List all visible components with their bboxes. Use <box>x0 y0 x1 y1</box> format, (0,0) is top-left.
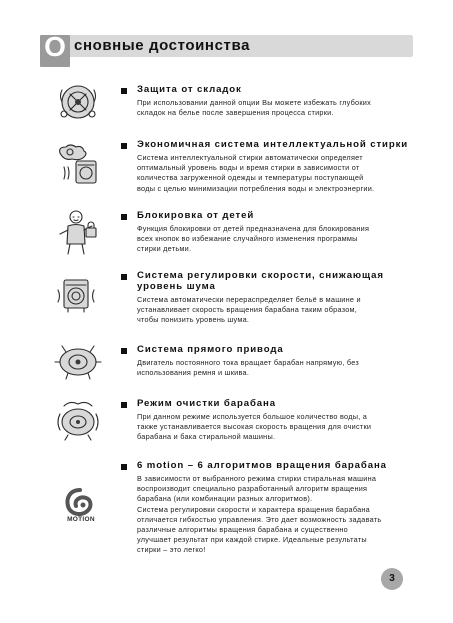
feature-crease-protection <box>52 86 422 126</box>
body-line: чтобы понизить уровень шума. <box>137 315 250 325</box>
body-line: Система интеллектуальной стирки автоматически определяет <box>137 153 363 162</box>
body-line: устанавливает скорость вращения барабана таким образом, <box>137 305 358 315</box>
feature-drum-clean <box>52 400 422 446</box>
body-line: улучшает результат при каждой стирке. Идеальные результаты <box>137 535 367 545</box>
section-title: Экономичная система интеллектуальной стирки <box>137 139 409 150</box>
body-line: также устанавливается высокая скорость вращения для очистки <box>137 422 372 432</box>
feature-child-lock <box>52 212 422 258</box>
body-line: всех кнопок во избежание случайного изменения программы <box>137 234 358 244</box>
drum-clean-icon <box>54 398 100 444</box>
bullet <box>121 402 127 408</box>
feature-6-motion <box>52 462 422 562</box>
motion-label: MOTION <box>67 516 95 523</box>
bullet <box>121 464 127 470</box>
body-line: отличается гибкостью управления. Это дает возможность задавать <box>137 514 382 524</box>
feature-noise-reduction <box>52 272 422 330</box>
section-title <box>137 270 422 292</box>
body-line: барабана (или комбинации разных алгоритмов). <box>137 494 313 504</box>
washer-lock-icon <box>56 80 102 126</box>
body-line: различные алгоритмы вращения барабана и существенно <box>137 525 348 535</box>
body-line: использования ремня и шкива. <box>137 368 250 378</box>
body-line: барабана и бака стиральной машины. <box>137 432 276 442</box>
section-title: Защита от складок <box>137 84 242 95</box>
bullet <box>121 214 127 220</box>
body-line: оптимальный уровень воды и время стирки в зависимости от <box>137 163 360 173</box>
title-line: Система регулировки скорости, снижающая <box>137 270 384 281</box>
child-lock-icon <box>56 208 102 254</box>
page-number: 3 <box>389 573 395 584</box>
body-line: Функция блокировки от детей предназначена для блокирования <box>137 224 370 233</box>
body-line: стирки детьми. <box>137 244 192 254</box>
section-title: Блокировка от детей <box>137 210 255 221</box>
feature-smart-wash <box>52 141 422 197</box>
header-initial-letter: О <box>44 31 66 62</box>
body-line: складок на белье после завершения процесса стирки. <box>137 108 334 118</box>
section-body <box>137 224 422 255</box>
section-body <box>137 358 422 378</box>
section-body <box>137 295 422 326</box>
page-title: сновные достоинства <box>74 37 251 54</box>
section-title: Система прямого привода <box>137 344 284 355</box>
body-line: Система регулировки скорости и характера вращения барабана <box>137 504 370 514</box>
section-body <box>137 412 422 443</box>
body-line: воспроизводит специально разработанный алгоритм вращения <box>137 484 368 494</box>
section-body <box>137 474 422 556</box>
bullet <box>121 143 127 149</box>
smart-washer-icon <box>56 143 102 189</box>
section-body <box>137 98 422 118</box>
feature-direct-drive <box>52 346 422 382</box>
body-line: количества загруженной одежды и температуры поступающей <box>137 173 364 183</box>
section-title: Режим очистки барабана <box>137 398 276 409</box>
direct-drive-icon <box>54 342 100 388</box>
section-title: 6 motion – 6 алгоритмов вращения барабана <box>137 460 387 471</box>
body-line: В зависимости от выбранного режима стирки стиральная машина <box>137 474 377 483</box>
bullet <box>121 348 127 354</box>
body-line: Система автоматически перераспределяет бельё в машине и <box>137 295 361 304</box>
bullet <box>121 88 127 94</box>
body-line: При использовании данной опции Вы можете избежать глубоких <box>137 98 372 107</box>
body-line: стирки – это легко! <box>137 545 206 555</box>
title-line: уровень шума <box>137 281 216 292</box>
bullet <box>121 274 127 280</box>
body-line: При данном режиме используется большое количество воды, а <box>137 412 368 421</box>
quiet-speed-icon <box>56 272 102 318</box>
body-line: Двигатель постоянного тока вращает барабан напрямую, без <box>137 358 359 367</box>
section-body <box>137 153 422 194</box>
body-line: воды с целью минимизации потребления воды и электроэнергии. <box>137 183 375 193</box>
